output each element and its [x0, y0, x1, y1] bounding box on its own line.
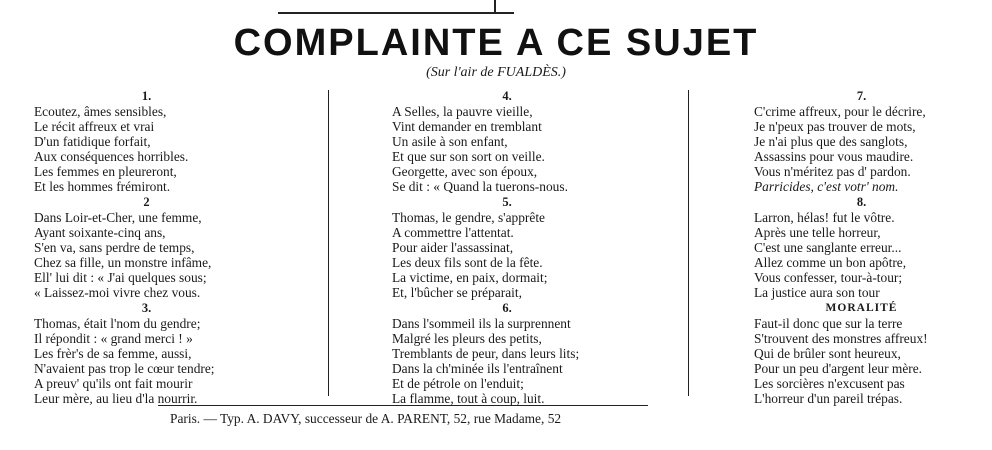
- verse-line: Pour un peu d'argent leur mère.: [754, 361, 923, 376]
- verse-line: Et, l'bûcher se préparait,: [392, 285, 522, 300]
- verse-line: La justice aura son tour: [754, 285, 880, 300]
- verse-line: Je n'ai plus que des sanglots,: [754, 134, 908, 149]
- verse-line: Le récit affreux et vrai: [34, 119, 155, 134]
- column-1: [34, 88, 324, 406]
- column-3: [754, 88, 986, 406]
- verse-line: Et les hommes frémiront.: [34, 179, 171, 194]
- verse-line: A Selles, la pauvre vieille,: [392, 104, 533, 119]
- verse-line: Vous n'méritez pas d' pardon.: [754, 164, 911, 179]
- verse-line: Thomas, était l'nom du gendre;: [34, 316, 201, 331]
- verse-line: Thomas, le gendre, s'apprête: [392, 210, 545, 225]
- verse-line: A preuv' qu'ils ont fait mourir: [34, 376, 193, 391]
- verse-line: Vous confesser, tour-à-tour;: [754, 270, 903, 285]
- verse-line: Dans l'sommeil ils la surprennent: [392, 316, 571, 331]
- verse-line: Les deux fils sont de la fête.: [392, 255, 543, 270]
- verse-line: Et de pétrole on l'enduit;: [392, 376, 524, 391]
- verse-line: Dans Loir-et-Cher, une femme,: [34, 210, 202, 225]
- stanza-number: 5.: [502, 195, 512, 209]
- column-divider-1: [328, 90, 329, 396]
- stanza-number: 2: [143, 195, 150, 209]
- page-title: COMPLAINTE A CE SUJET: [233, 22, 759, 64]
- verse-line: C'est une sanglante erreur...: [754, 240, 902, 255]
- verse-line: Allez comme un bon apôtre,: [754, 255, 907, 270]
- verse-line: Un asile à son enfant,: [392, 134, 508, 149]
- verse-line: Georgette, avec son époux,: [392, 164, 538, 179]
- verse-line: S'trouvent des monstres affreux!: [754, 331, 928, 346]
- verse-line: Et que sur son sort on veille.: [392, 149, 545, 164]
- verse-line: Dans la ch'minée ils l'entraînent: [392, 361, 563, 376]
- verse-line: Ecoutez, âmes sensibles,: [34, 104, 167, 119]
- verse-line: Il répondit : « grand merci ! »: [34, 331, 193, 346]
- verse-line: Après une telle horreur,: [754, 225, 881, 240]
- verse-line: Chez sa fille, un monstre infâme,: [34, 255, 212, 270]
- verse-line: Les frèr's de sa femme, aussi,: [34, 346, 192, 361]
- verse-line: C'crime affreux, pour le décrire,: [754, 104, 926, 119]
- verse-line: Les femmes en pleureront,: [34, 164, 177, 179]
- top-tick: [494, 0, 496, 12]
- verse-line: La flamme, tout à coup, luit.: [392, 391, 545, 406]
- verse-line: Assassins pour vous maudire.: [754, 149, 914, 164]
- verse-line: D'un fatidique forfait,: [34, 134, 151, 149]
- verse-line: Larron, hélas! fut le vôtre.: [754, 210, 895, 225]
- stanza-number: 7.: [856, 89, 867, 103]
- verse-line: Tremblants de peur, dans leurs lits;: [392, 346, 580, 361]
- verse-line: Qui de brûler sont heureux,: [754, 346, 901, 361]
- verse-line: Malgré les pleurs des petits,: [392, 331, 542, 346]
- verse-line: S'en va, sans perdre de temps,: [34, 240, 195, 255]
- stanza-number: 6.: [502, 301, 512, 315]
- stanza-number: 3.: [141, 301, 152, 315]
- verse-line: Aux conséquences horribles.: [34, 149, 189, 164]
- verse-line: L'horreur d'un pareil trépas.: [754, 391, 903, 406]
- printer-imprint: Paris. — Typ. A. DAVY, successeur de A. PARENT, 52, rue Madame, 52: [170, 411, 562, 426]
- verse-line: La victime, en paix, dormait;: [392, 270, 548, 285]
- column-divider-2: [688, 90, 689, 396]
- stanza-number: 4.: [502, 89, 512, 103]
- verse-line: Ayant soixante-cinq ans,: [34, 225, 166, 240]
- verse-line: Leur mère, au lieu d'la nourrir.: [34, 391, 198, 406]
- verse-line: A commettre l'attentat.: [392, 225, 514, 240]
- verse-line: N'avaient pas trop le cœur tendre;: [34, 361, 215, 376]
- verse-line: Je n'peux pas trouver de mots,: [754, 119, 916, 134]
- verse-line: Les sorcières n'excusent pas: [754, 376, 905, 391]
- top-rule: [278, 12, 514, 14]
- verse-line: Pour aider l'assassinat,: [392, 240, 514, 255]
- stanza-number: 1.: [141, 89, 152, 103]
- footer-rule: [158, 405, 648, 406]
- stanza-number: 8.: [856, 195, 867, 209]
- verse-line: Vint demander en tremblant: [392, 119, 542, 134]
- subtitle: (Sur l'air de FUALDÈS.): [426, 65, 566, 80]
- column-2: [392, 88, 682, 406]
- verse-line: Parricides, c'est votr' nom.: [754, 179, 899, 194]
- verse-line: Faut-il donc que sur la terre: [754, 316, 903, 331]
- verse-line: « Laissez-moi vivre chez vous.: [34, 285, 201, 300]
- moral-heading: MORALITÉ: [825, 302, 898, 314]
- verse-line: Se dit : « Quand la tuerons-nous.: [392, 179, 568, 194]
- verse-line: Ell' lui dit : « J'ai quelques sous;: [34, 270, 207, 285]
